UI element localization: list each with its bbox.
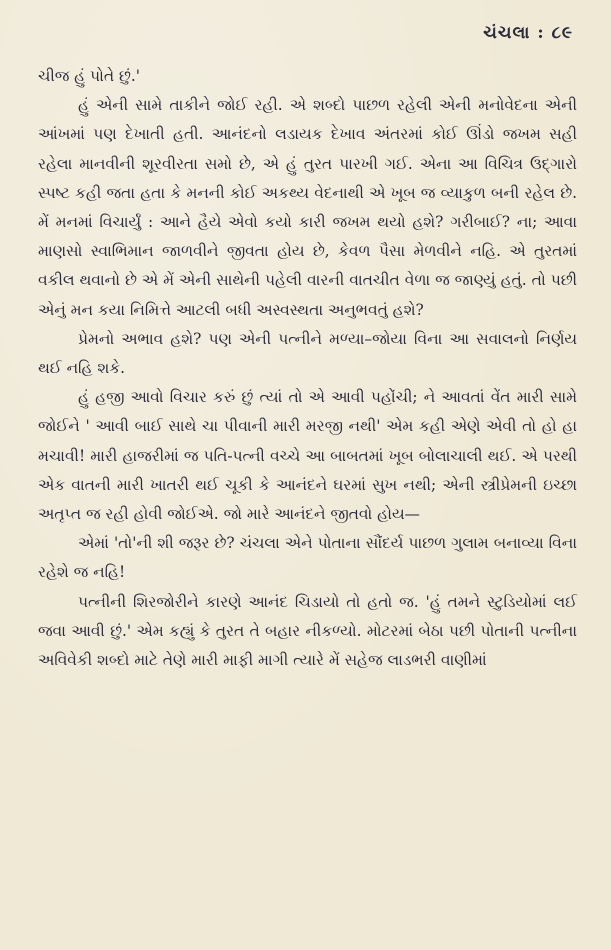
paragraph: પત્નીની શિરજોરીને કારણે આનંદ ચિડાયો તો હતો જ. 'હું તમને સ્ટુડિયોમાં લઈ જવા આવી છું.' એમ કહ્યું કે તુરત તે બહાર નીકળ્યો. મોટરમાં બેઠા પછી પોતાની પત્નીના અવિવેકી શબ્દો માટે તેણે મારી માફી માગી ત્યારે મેં સહેજ લાડભરી વાણીમાં bbox=[38, 592, 577, 670]
paragraph: હું એની સામે તાકીને જોઈ રહી. એ શબ્દો પાછળ રહેલી એની મનોવેદના એની આંખમાં પણ દેખાતી હતી. આનંદનો લડાયક દેખાવ અંતરમાં કોઈ ઊંડો જખમ સહી રહેલા માનવીની શૂરવીરતા સમો છે, એ હું તુરત પારખી ગઈ. એના આ વિચિત્ર ઉદ્‌ગારો સ્પષ્ટ કહી જતા હતા કે મનની કોઈ અકથ્ય વેદનાથી એ ખૂબ જ વ્યાકુળ બની રહેલ છે. મેં મનમાં વિચાર્યું : આને હૈયે એવો કયો કારી જખમ થયો હશે? ગરીબાઈ? ના; આવા માણસો સ્વાભિમાન જાળવીને જીવતા હોય છે, કેવળ પૈસા મેળવીને નહિ. એ તુરતમાં વકીલ થવાનો છે એ મેં એની સાથેની પહેલી વારની વાતચીત વેળા જ જાણ્યું હતું. તો પછી એનું મન કયા નિમિત્તે આટલી બધી અસ્વસ્થતા અનુભવતું હશે? bbox=[38, 96, 577, 319]
paragraph: પ્રેમનો અભાવ હશે? પણ એની પત્નીને મળ્યા–જોયા વિના આ સવાલનો નિર્ણય થઈ નહિ શકે. bbox=[38, 329, 577, 378]
paragraph: એમાં 'તો'ની શી જરૂર છે? ચંચલા એને પોતાના સૌંદર્ય પાછળ ગુલામ બનાવ્યા વિના રહેશે જ નહિ! bbox=[38, 534, 577, 582]
paragraph: હું હજી આવો વિચાર કરું છું ત્યાં તો એ આવી પહોંચી; ને આવતાં વેંત મારી સામે જોઈને ' આવી બાઈ સાથે ચા પીવાની મારી મરજી નથી' એમ કહી એણે એવી તો હો હા મચાવી! મારી હાજરીમાં જ પતિ-પત્ની વચ્ચે આ બાબતમાં ખૂબ બોલાચાલી થઈ. એ પરથી એક વાતની મારી ખાતરી થઈ ચૂકી કે આનંદને ઘરમાં સુખ નથી; એની સ્ત્રીપ્રેમની ઇચ્છા અતૃપ્ત જ રહી હોવી જોઈએ. જો મારે આનંદને જીતવો હોય— bbox=[38, 388, 577, 524]
running-header: ચંચલા : ૮૯ bbox=[483, 23, 573, 43]
body-text bbox=[38, 62, 577, 675]
paragraph-continuation: ચીજ હું પોતે છું.' bbox=[38, 67, 140, 85]
